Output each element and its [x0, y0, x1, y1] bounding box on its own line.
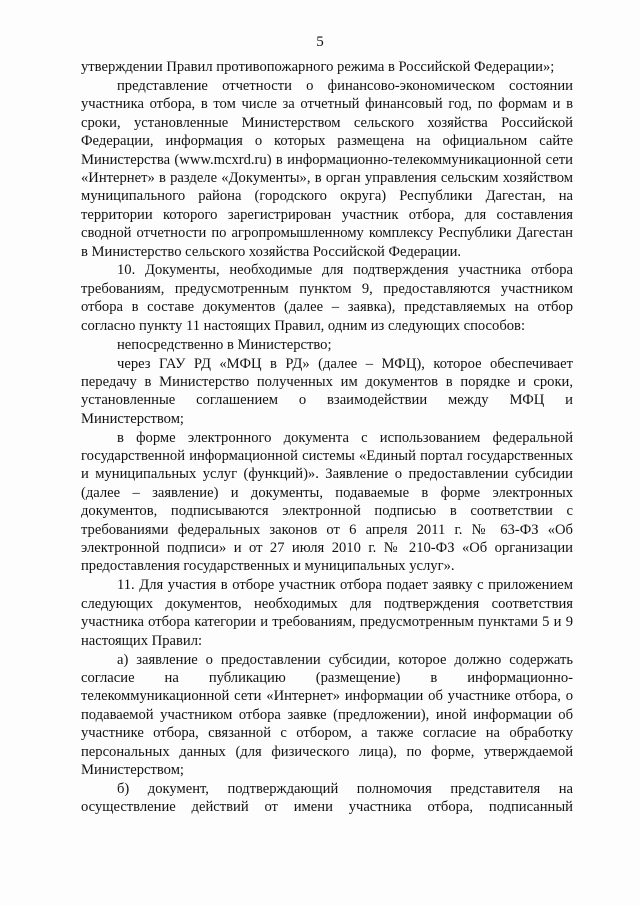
paragraph-5: через ГАУ РД «МФЦ в РД» (далее – МФЦ), которое обеспечивает передачу в Министерство полученных им документов в порядке и сроки, установленные соглашением о взаимодействии между МФЦ и Министерством; — [81, 355, 573, 427]
paragraph-2: представление отчетности о финансово-экономическом состоянии участника отбора, в том числе за отчетный финансовый год, по формам и в сроки, установленные Министерством сельского хозяйства Российской Федерации, информация о которых размещена на официальном сайте Министерства (www.mcxrd.ru) в информационно-телекоммуникационной сети «Интернет» в разделе «Документы», в орган управления сельским хозяйством муниципального района (городского округа) Республики Дагестан, на территории которого зарегистрирован участник отбора, для составления сводной отчетности по агропромышленному комплексу Республики Дагестан в Министерство сельского хозяйства Российской Федерации. — [81, 77, 573, 260]
paragraph-9: б) документ, подтверждающий полномочия представителя на осуществление действий от имени участника отбора, подписанный — [81, 780, 573, 816]
paragraph-1: утверждении Правил противопожарного режима в Российской Федерации»; — [81, 59, 555, 75]
paragraph-8: а) заявление о предоставлении субсидии, которое должно содержать согласие на публикацию (размещение) в информационно-телекоммуникационной сети «Интернет» информации об участнике отбора, о подаваемой участником отбора заявке (предложении), иной информации об участнике отбора, связанной с отбором, а также согласие на обработку персональных данных (для физического лица), по форме, утверждаемой Министерством; — [81, 651, 573, 778]
paragraph-4: непосредственно в Министерство; — [117, 336, 332, 353]
paragraph-7: 11. Для участия в отборе участник отбора подает заявку с приложением следующих документов, необходимых для подтверждения соответствия участника отбора категории и требованиям, предусмотренным пунктами 5 и 9 настоящих Правил: — [81, 577, 573, 649]
paragraph-3: 10. Документы, необходимые для подтверждения участника отбора требованиям, предусмотренным пунктом 9, предоставляются участником отбора в составе документов (далее – заявка), представляемых на отбор согласно пункту 11 настоящих Правил, одним из следующих способов: — [81, 262, 573, 334]
page-number: 5 — [316, 34, 324, 50]
paragraph-6: в форме электронного документа с использованием федеральной государственной информационной системы «Единый портал государственных и муниципальных услуг (функций)». Заявление о предоставлении субсидии (далее – заявление) и документы, подаваемые в форме электронных документов, подписываются электронной подписью в соответствии с требованиями федеральных законов от 6 апреля 2011 г. № 63-ФЗ «Об электронной подписи» и от 27 июля 2010 г. № 210-ФЗ «Об организации предоставления государственных и муниципальных услуг». — [81, 429, 573, 575]
document-body — [81, 58, 573, 817]
